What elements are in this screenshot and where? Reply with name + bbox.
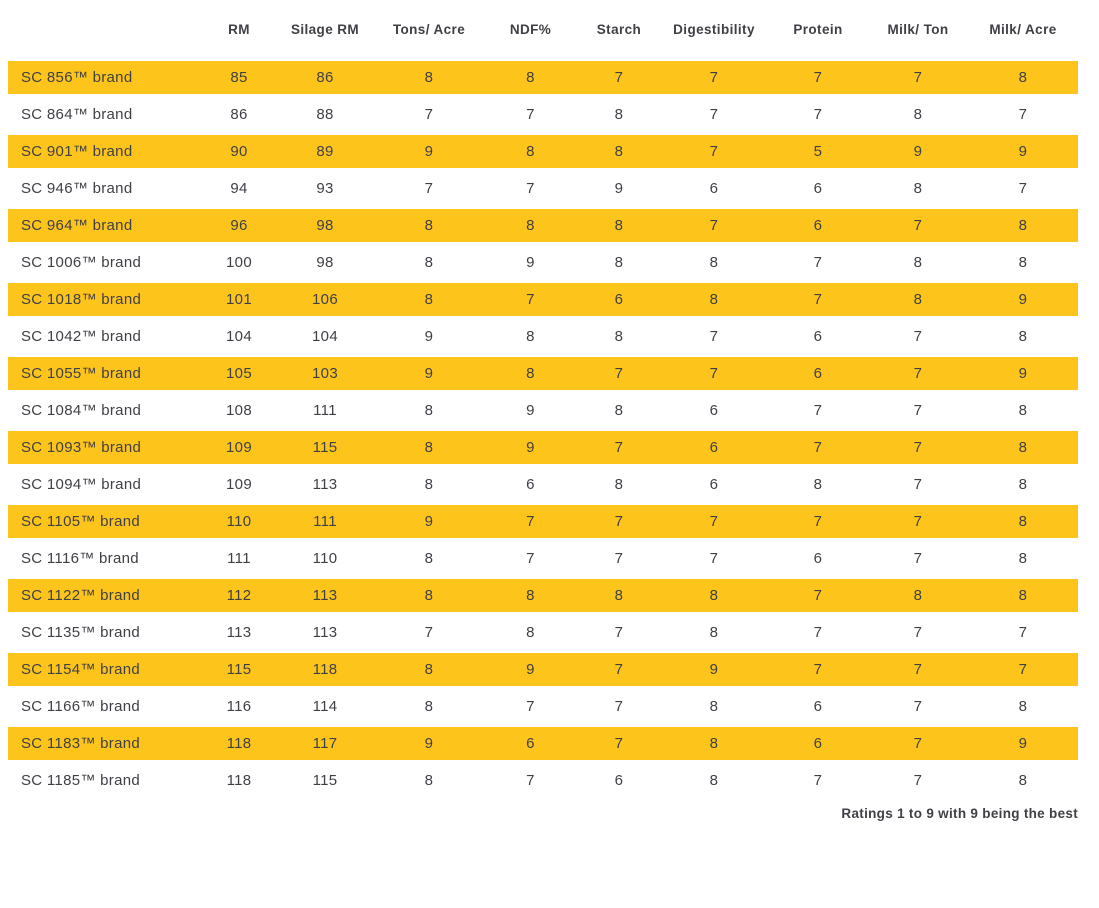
rating-cell: 6 bbox=[768, 318, 868, 355]
brand-cell: SC 1042™ brand bbox=[8, 318, 203, 355]
rating-cell: 98 bbox=[275, 207, 375, 244]
rating-cell: 7 bbox=[578, 725, 660, 762]
table-row bbox=[8, 170, 1078, 207]
rating-cell: 8 bbox=[968, 318, 1078, 355]
rating-cell: 8 bbox=[868, 281, 968, 318]
rating-cell: 8 bbox=[968, 762, 1078, 799]
rating-cell: 8 bbox=[968, 577, 1078, 614]
rating-cell: 6 bbox=[483, 466, 578, 503]
rating-cell: 7 bbox=[768, 614, 868, 651]
rating-cell: 111 bbox=[275, 503, 375, 540]
rating-cell: 8 bbox=[968, 540, 1078, 577]
rating-cell: 7 bbox=[768, 762, 868, 799]
rating-cell: 98 bbox=[275, 244, 375, 281]
rating-cell: 8 bbox=[578, 96, 660, 133]
table-body bbox=[8, 59, 1078, 799]
rating-cell: 7 bbox=[578, 59, 660, 96]
brand-cell: SC 1135™ brand bbox=[8, 614, 203, 651]
rating-cell: 9 bbox=[375, 355, 483, 392]
table-row bbox=[8, 244, 1078, 281]
rating-cell: 8 bbox=[660, 688, 768, 725]
rating-cell: 8 bbox=[968, 244, 1078, 281]
rating-cell: 8 bbox=[868, 96, 968, 133]
rating-cell: 8 bbox=[375, 466, 483, 503]
rating-cell: 118 bbox=[203, 725, 275, 762]
rating-cell: 8 bbox=[375, 540, 483, 577]
rating-cell: 7 bbox=[768, 59, 868, 96]
rating-cell: 118 bbox=[275, 651, 375, 688]
rating-cell: 7 bbox=[578, 688, 660, 725]
rating-cell: 6 bbox=[660, 392, 768, 429]
rating-cell: 6 bbox=[768, 207, 868, 244]
rating-cell: 111 bbox=[203, 540, 275, 577]
rating-cell: 7 bbox=[768, 244, 868, 281]
brand-cell: SC 856™ brand bbox=[8, 59, 203, 96]
rating-cell: 100 bbox=[203, 244, 275, 281]
rating-cell: 8 bbox=[968, 503, 1078, 540]
rating-cell: 94 bbox=[203, 170, 275, 207]
brand-cell: SC 864™ brand bbox=[8, 96, 203, 133]
rating-cell: 8 bbox=[768, 466, 868, 503]
rating-cell: 106 bbox=[275, 281, 375, 318]
rating-cell: 111 bbox=[275, 392, 375, 429]
col-header: NDF% bbox=[483, 0, 578, 59]
rating-cell: 7 bbox=[968, 614, 1078, 651]
rating-cell: 7 bbox=[483, 170, 578, 207]
rating-cell: 6 bbox=[578, 281, 660, 318]
rating-cell: 8 bbox=[375, 244, 483, 281]
rating-cell: 8 bbox=[375, 281, 483, 318]
rating-cell: 7 bbox=[660, 96, 768, 133]
rating-cell: 8 bbox=[375, 392, 483, 429]
rating-cell: 7 bbox=[768, 651, 868, 688]
rating-cell: 96 bbox=[203, 207, 275, 244]
rating-cell: 7 bbox=[578, 355, 660, 392]
rating-cell: 115 bbox=[275, 762, 375, 799]
rating-cell: 8 bbox=[375, 207, 483, 244]
rating-cell: 114 bbox=[275, 688, 375, 725]
rating-cell: 6 bbox=[768, 170, 868, 207]
rating-cell: 6 bbox=[578, 762, 660, 799]
rating-cell: 7 bbox=[578, 540, 660, 577]
table-row bbox=[8, 762, 1078, 799]
rating-cell: 113 bbox=[275, 614, 375, 651]
rating-cell: 7 bbox=[660, 318, 768, 355]
rating-cell: 7 bbox=[868, 762, 968, 799]
rating-cell: 7 bbox=[768, 96, 868, 133]
rating-cell: 8 bbox=[375, 577, 483, 614]
rating-cell: 88 bbox=[275, 96, 375, 133]
rating-cell: 89 bbox=[275, 133, 375, 170]
col-header: Protein bbox=[768, 0, 868, 59]
col-header: Milk/ Acre bbox=[968, 0, 1078, 59]
rating-cell: 6 bbox=[660, 466, 768, 503]
rating-cell: 7 bbox=[375, 614, 483, 651]
table-row bbox=[8, 392, 1078, 429]
brand-cell: SC 1185™ brand bbox=[8, 762, 203, 799]
rating-cell: 7 bbox=[660, 133, 768, 170]
rating-cell: 85 bbox=[203, 59, 275, 96]
brand-cell: SC 1154™ brand bbox=[8, 651, 203, 688]
rating-cell: 7 bbox=[483, 503, 578, 540]
rating-cell: 7 bbox=[868, 318, 968, 355]
ratings-footnote: Ratings 1 to 9 with 9 being the best bbox=[841, 806, 1078, 821]
table-row bbox=[8, 503, 1078, 540]
rating-cell: 8 bbox=[375, 59, 483, 96]
table-row bbox=[8, 355, 1078, 392]
col-header: Digestibility bbox=[660, 0, 768, 59]
rating-cell: 8 bbox=[660, 725, 768, 762]
col-header: Starch bbox=[578, 0, 660, 59]
brand-cell: SC 1018™ brand bbox=[8, 281, 203, 318]
rating-cell: 8 bbox=[578, 133, 660, 170]
rating-cell: 9 bbox=[660, 651, 768, 688]
rating-cell: 6 bbox=[660, 170, 768, 207]
rating-cell: 7 bbox=[868, 355, 968, 392]
rating-cell: 93 bbox=[275, 170, 375, 207]
rating-cell: 7 bbox=[968, 96, 1078, 133]
table-row bbox=[8, 577, 1078, 614]
rating-cell: 108 bbox=[203, 392, 275, 429]
rating-cell: 86 bbox=[203, 96, 275, 133]
rating-cell: 7 bbox=[483, 762, 578, 799]
table-row bbox=[8, 429, 1078, 466]
table-row bbox=[8, 688, 1078, 725]
rating-cell: 8 bbox=[578, 466, 660, 503]
rating-cell: 7 bbox=[578, 651, 660, 688]
rating-cell: 8 bbox=[660, 281, 768, 318]
rating-cell: 9 bbox=[968, 725, 1078, 762]
rating-cell: 113 bbox=[275, 466, 375, 503]
rating-cell: 6 bbox=[768, 355, 868, 392]
rating-cell: 7 bbox=[868, 651, 968, 688]
rating-cell: 7 bbox=[578, 503, 660, 540]
rating-cell: 8 bbox=[660, 614, 768, 651]
brand-cell: SC 1105™ brand bbox=[8, 503, 203, 540]
rating-cell: 8 bbox=[375, 651, 483, 688]
rating-cell: 8 bbox=[968, 59, 1078, 96]
rating-cell: 9 bbox=[968, 281, 1078, 318]
rating-cell: 7 bbox=[483, 281, 578, 318]
brand-cell: SC 946™ brand bbox=[8, 170, 203, 207]
rating-cell: 8 bbox=[968, 688, 1078, 725]
rating-cell: 101 bbox=[203, 281, 275, 318]
rating-cell: 7 bbox=[660, 59, 768, 96]
brand-cell: SC 1093™ brand bbox=[8, 429, 203, 466]
rating-cell: 8 bbox=[660, 577, 768, 614]
rating-cell: 113 bbox=[275, 577, 375, 614]
table-row bbox=[8, 725, 1078, 762]
rating-cell: 7 bbox=[868, 688, 968, 725]
table-row bbox=[8, 281, 1078, 318]
brand-cell: SC 964™ brand bbox=[8, 207, 203, 244]
rating-cell: 7 bbox=[768, 429, 868, 466]
rating-cell: 116 bbox=[203, 688, 275, 725]
rating-cell: 7 bbox=[968, 170, 1078, 207]
rating-cell: 7 bbox=[660, 540, 768, 577]
rating-cell: 7 bbox=[868, 59, 968, 96]
rating-cell: 6 bbox=[768, 725, 868, 762]
brand-cell: SC 1006™ brand bbox=[8, 244, 203, 281]
rating-cell: 7 bbox=[868, 614, 968, 651]
rating-cell: 90 bbox=[203, 133, 275, 170]
col-header: Milk/ Ton bbox=[868, 0, 968, 59]
rating-cell: 8 bbox=[868, 244, 968, 281]
col-header: Tons/ Acre bbox=[375, 0, 483, 59]
header-row bbox=[8, 0, 1078, 59]
rating-cell: 8 bbox=[483, 614, 578, 651]
rating-cell: 105 bbox=[203, 355, 275, 392]
rating-cell: 7 bbox=[868, 725, 968, 762]
rating-cell: 7 bbox=[660, 207, 768, 244]
rating-cell: 7 bbox=[868, 392, 968, 429]
rating-cell: 8 bbox=[660, 244, 768, 281]
rating-cell: 9 bbox=[375, 318, 483, 355]
brand-cell: SC 1055™ brand bbox=[8, 355, 203, 392]
rating-cell: 9 bbox=[483, 429, 578, 466]
rating-cell: 8 bbox=[578, 244, 660, 281]
rating-cell: 9 bbox=[375, 133, 483, 170]
rating-cell: 8 bbox=[660, 762, 768, 799]
rating-cell: 7 bbox=[768, 577, 868, 614]
rating-cell: 110 bbox=[275, 540, 375, 577]
rating-cell: 7 bbox=[768, 503, 868, 540]
rating-cell: 9 bbox=[483, 651, 578, 688]
table-row bbox=[8, 59, 1078, 96]
table-row bbox=[8, 96, 1078, 133]
rating-cell: 9 bbox=[868, 133, 968, 170]
rating-cell: 9 bbox=[968, 355, 1078, 392]
brand-cell: SC 1122™ brand bbox=[8, 577, 203, 614]
rating-cell: 8 bbox=[375, 762, 483, 799]
rating-cell: 109 bbox=[203, 429, 275, 466]
rating-cell: 8 bbox=[868, 170, 968, 207]
rating-cell: 8 bbox=[483, 577, 578, 614]
rating-cell: 7 bbox=[375, 170, 483, 207]
table-row bbox=[8, 540, 1078, 577]
rating-cell: 9 bbox=[483, 244, 578, 281]
brand-cell: SC 1094™ brand bbox=[8, 466, 203, 503]
rating-cell: 6 bbox=[768, 540, 868, 577]
table-row bbox=[8, 207, 1078, 244]
rating-cell: 104 bbox=[203, 318, 275, 355]
rating-cell: 8 bbox=[483, 133, 578, 170]
table-row bbox=[8, 318, 1078, 355]
rating-cell: 7 bbox=[868, 466, 968, 503]
rating-cell: 86 bbox=[275, 59, 375, 96]
brand-cell: SC 901™ brand bbox=[8, 133, 203, 170]
col-header: Silage RM bbox=[275, 0, 375, 59]
rating-cell: 115 bbox=[275, 429, 375, 466]
rating-cell: 7 bbox=[768, 281, 868, 318]
rating-cell: 8 bbox=[375, 688, 483, 725]
rating-cell: 9 bbox=[968, 133, 1078, 170]
ratings-table bbox=[8, 0, 1078, 799]
table-row bbox=[8, 614, 1078, 651]
rating-cell: 6 bbox=[768, 688, 868, 725]
table-row bbox=[8, 651, 1078, 688]
rating-cell: 112 bbox=[203, 577, 275, 614]
rating-cell: 9 bbox=[375, 725, 483, 762]
rating-cell: 5 bbox=[768, 133, 868, 170]
table-row bbox=[8, 133, 1078, 170]
rating-cell: 7 bbox=[660, 355, 768, 392]
rating-cell: 8 bbox=[483, 355, 578, 392]
col-header-brand bbox=[8, 0, 203, 59]
rating-cell: 7 bbox=[768, 392, 868, 429]
rating-cell: 8 bbox=[483, 59, 578, 96]
rating-cell: 9 bbox=[578, 170, 660, 207]
brand-cell: SC 1166™ brand bbox=[8, 688, 203, 725]
rating-cell: 104 bbox=[275, 318, 375, 355]
rating-cell: 8 bbox=[578, 207, 660, 244]
rating-cell: 103 bbox=[275, 355, 375, 392]
rating-cell: 7 bbox=[868, 429, 968, 466]
rating-cell: 6 bbox=[660, 429, 768, 466]
rating-cell: 8 bbox=[578, 392, 660, 429]
rating-cell: 8 bbox=[578, 577, 660, 614]
rating-cell: 109 bbox=[203, 466, 275, 503]
rating-cell: 7 bbox=[483, 96, 578, 133]
rating-cell: 6 bbox=[483, 725, 578, 762]
rating-cell: 110 bbox=[203, 503, 275, 540]
rating-cell: 7 bbox=[660, 503, 768, 540]
rating-cell: 113 bbox=[203, 614, 275, 651]
rating-cell: 118 bbox=[203, 762, 275, 799]
rating-cell: 7 bbox=[968, 651, 1078, 688]
rating-cell: 8 bbox=[868, 577, 968, 614]
rating-cell: 8 bbox=[578, 318, 660, 355]
col-header: RM bbox=[203, 0, 275, 59]
rating-cell: 8 bbox=[483, 318, 578, 355]
rating-cell: 7 bbox=[868, 540, 968, 577]
rating-cell: 8 bbox=[968, 207, 1078, 244]
rating-cell: 7 bbox=[578, 614, 660, 651]
rating-cell: 7 bbox=[578, 429, 660, 466]
brand-cell: SC 1084™ brand bbox=[8, 392, 203, 429]
rating-cell: 7 bbox=[868, 503, 968, 540]
rating-cell: 7 bbox=[868, 207, 968, 244]
rating-cell: 115 bbox=[203, 651, 275, 688]
rating-cell: 8 bbox=[483, 207, 578, 244]
rating-cell: 8 bbox=[375, 429, 483, 466]
rating-cell: 8 bbox=[968, 392, 1078, 429]
rating-cell: 7 bbox=[375, 96, 483, 133]
rating-cell: 7 bbox=[483, 688, 578, 725]
brand-cell: SC 1116™ brand bbox=[8, 540, 203, 577]
rating-cell: 9 bbox=[483, 392, 578, 429]
brand-cell: SC 1183™ brand bbox=[8, 725, 203, 762]
rating-cell: 8 bbox=[968, 466, 1078, 503]
rating-cell: 117 bbox=[275, 725, 375, 762]
rating-cell: 9 bbox=[375, 503, 483, 540]
rating-cell: 8 bbox=[968, 429, 1078, 466]
table-row bbox=[8, 466, 1078, 503]
rating-cell: 7 bbox=[483, 540, 578, 577]
